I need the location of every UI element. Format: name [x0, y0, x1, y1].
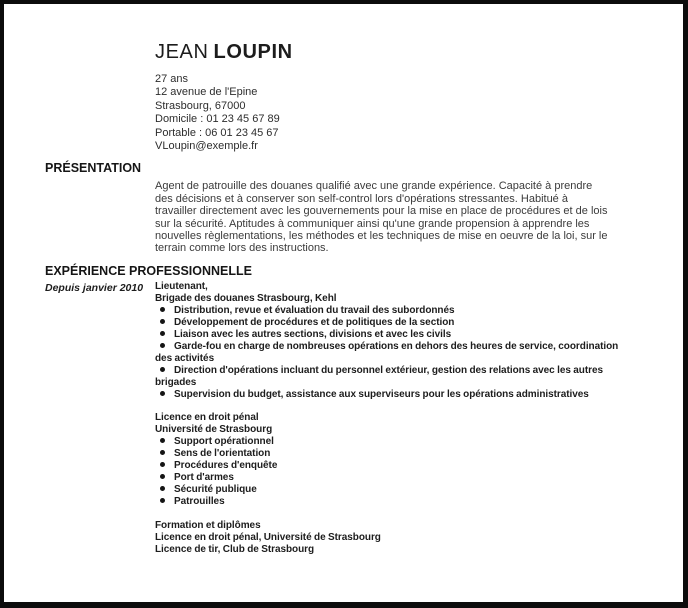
bullet-icon	[160, 462, 165, 467]
duty-item	[155, 329, 625, 341]
duty-item	[155, 317, 625, 329]
duty-text: Liaison avec les autres sections, divisions et avec les civils	[174, 328, 452, 340]
skill-item	[155, 448, 625, 460]
section-presentation	[4, 161, 683, 254]
skill-text: Patrouilles	[174, 495, 225, 507]
page-title	[155, 40, 683, 64]
duty-text: Distribution, revue et évaluation du travail des subordonnés	[174, 304, 455, 316]
experience-heading: EXPÉRIENCE PROFESSIONNELLE	[45, 263, 252, 278]
skill-item	[155, 484, 625, 496]
contact-line: Domicile : 01 23 45 67 89	[155, 113, 280, 126]
bullet-icon	[160, 343, 165, 348]
duty-text: Supervision du budget, assistance aux superviseurs pour les opérations administratives	[174, 388, 589, 400]
duty-text: Garde-fou en charge de nombreuses opérations en dehors des heures de service, coordination des activités	[155, 340, 619, 364]
formation-line: Licence de tir, Club de Strasbourg	[155, 543, 315, 555]
presentation-paragraph: Agent de patrouille des douanes qualifié avec une grande expérience. Capacité à prendre des décisions et à conserver son self-control lors d'opérations stressantes. Habitué à travailler directement avec les gouvernements pour la mise en place de procédures et de lois sur la sécurité. Aptitudes à communiquer ainsi qu'une grande propension à apprendre les nouvelles règlementations, les méthodes et les techniques de mise en oeuvre de la loi, sur le terrain comme lors des instructions.	[155, 180, 608, 255]
duty-item	[155, 341, 625, 365]
duty-text: Direction d'opérations incluant du personnel extérieur, gestion des relations avec les autres brigades	[155, 364, 603, 388]
bullet-icon	[160, 367, 165, 372]
bullet-icon	[160, 486, 165, 491]
skill-item	[155, 496, 625, 508]
bullet-icon	[160, 498, 165, 503]
formation-heading: Formation et diplômes	[155, 519, 261, 531]
formation-line: Licence en droit pénal, Université de Strasbourg	[155, 531, 381, 543]
skill-text: Sens de l'orientation	[174, 447, 271, 459]
education-block	[155, 412, 625, 436]
skill-item	[155, 460, 625, 472]
contact-line: VLoupin@exemple.fr	[155, 140, 258, 153]
bullet-icon	[160, 307, 165, 312]
education-school: Université de Strasbourg	[155, 423, 273, 435]
skill-item	[155, 472, 625, 484]
duty-item	[155, 389, 625, 401]
skill-text: Sécurité publique	[174, 483, 257, 495]
contact-line: Strasbourg, 67000	[155, 99, 246, 112]
formation-lines	[155, 532, 625, 556]
experience-date: Depuis janvier 2010	[45, 281, 144, 294]
first-name: JEAN	[155, 41, 209, 63]
contact-line: 27 ans	[155, 73, 189, 85]
skills-list	[155, 436, 625, 508]
job-title: Lieutenant,	[155, 280, 208, 292]
bullet-icon	[160, 474, 165, 479]
bullet-icon	[160, 438, 165, 443]
education-degree: Licence en droit pénal	[155, 411, 259, 423]
skill-text: Port d'armes	[174, 471, 234, 483]
resume-header	[155, 40, 683, 153]
skill-text: Support opérationnel	[174, 435, 274, 447]
skill-item	[155, 436, 625, 448]
presentation-heading: PRÉSENTATION	[45, 161, 142, 176]
bullet-icon	[160, 450, 165, 455]
contact-line: Portable : 06 01 23 45 67	[155, 126, 279, 139]
experience-content	[155, 281, 625, 556]
skill-text: Procédures d'enquête	[174, 459, 278, 471]
contact-block	[155, 73, 683, 153]
bullet-icon	[160, 319, 165, 324]
bullet-icon	[160, 331, 165, 336]
duty-item	[155, 305, 625, 317]
bullet-icon	[160, 391, 165, 396]
section-experience	[4, 264, 683, 556]
duty-item	[155, 365, 625, 389]
last-name: LOUPIN	[213, 41, 293, 63]
duties-list	[155, 305, 625, 401]
duty-text: Développement de procédures et de politiques de la section	[174, 316, 455, 328]
formation-block	[155, 520, 625, 556]
experience-entry	[45, 281, 683, 556]
job-organization: Brigade des douanes Strasbourg, Kehl	[155, 292, 337, 304]
contact-line: 12 avenue de l'Epine	[155, 86, 258, 99]
